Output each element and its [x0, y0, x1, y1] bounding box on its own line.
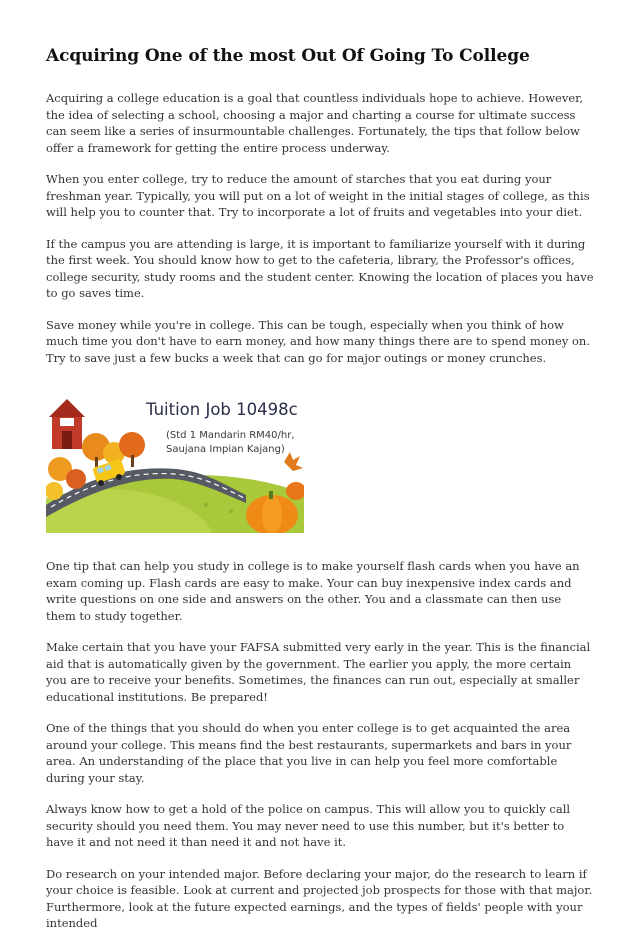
article [46, 46, 594, 947]
paragraph: Save money while you're in college. This can be tough, especially when you think of how much time you don't have to earn money, and how many things there are to spend money on. Try to save just a few bucks a week that can go for major outings or money crunches. [46, 317, 590, 365]
paragraph: Acquiring a college education is a goal that countless individuals hope to achieve. However, the idea of selecting a school, choosing a major and charting a course for ultimate success can seem like a series of insurmountable challenges. Fortunately, the tips that follow below offer a framework for getting the entire process underway. [46, 91, 584, 155]
ad-subtitle-line: (Std 1 Mandarin RM40/hr, [166, 430, 295, 441]
ad-subtitle-line: Saujana Impian Kajang) [166, 444, 285, 455]
ad-subtitle [166, 429, 295, 457]
article-title: Acquiring One of the most Out Of Going To College [46, 46, 530, 66]
paragraph: One tip that can help you study in college is to make yourself flash cards when you have an exam coming up. Flash cards are easy to make. Your can buy inexpensive index cards and write questions on one side and answers on the other. You and a classmate can then use them to study together. [46, 559, 580, 623]
paragraph: Always know how to get a hold of the police on campus. This will allow you to quickly call security should you need them. You may never need to use this number, but it's better to have it and not need it than need it and not have it. [46, 802, 571, 849]
paragraph: Do research on your intended major. Before declaring your major, do the research to learn if your choice is feasible. Look at current and projected job prospects for those with that major. Furthermore, look at the future expected earnings, and the types of fields' people with your intended [46, 866, 593, 930]
paragraph: One of the things that you should do when you enter college is to get acquainted the area around your college. This means find the best restaurants, supermarkets and bars in your area. An understanding of the place that you live in can help you feel more comfortable during your stay. [46, 721, 572, 785]
ad-title: Tuition Job 10498c [146, 400, 298, 419]
paragraph: If the campus you are attending is large, it is important to familiarize yourself with it during the first week. You should know how to get to the cafeteria, library, the Professor's offices, college security, study rooms and the student center. Knowing the location of places you have to go saves time. [46, 236, 594, 300]
paragraph: Make certain that you have your FAFSA submitted very early in the year. This is the financial aid that is automatically given by the government. The earlier you apply, the more certain you are to receive your benefits. Sometimes, the finances can run out, especially at smaller educational institutions. Be prepared! [46, 640, 591, 704]
tuition-ad-image [46, 387, 304, 533]
paragraph: When you enter college, try to reduce the amount of starches that you eat during your freshman year. Typically, you will put on a lot of weight in the initial stages of college, as this will help you to counter that. Try to incorporate a lot of fruits and vegetables into your diet. [46, 172, 590, 219]
